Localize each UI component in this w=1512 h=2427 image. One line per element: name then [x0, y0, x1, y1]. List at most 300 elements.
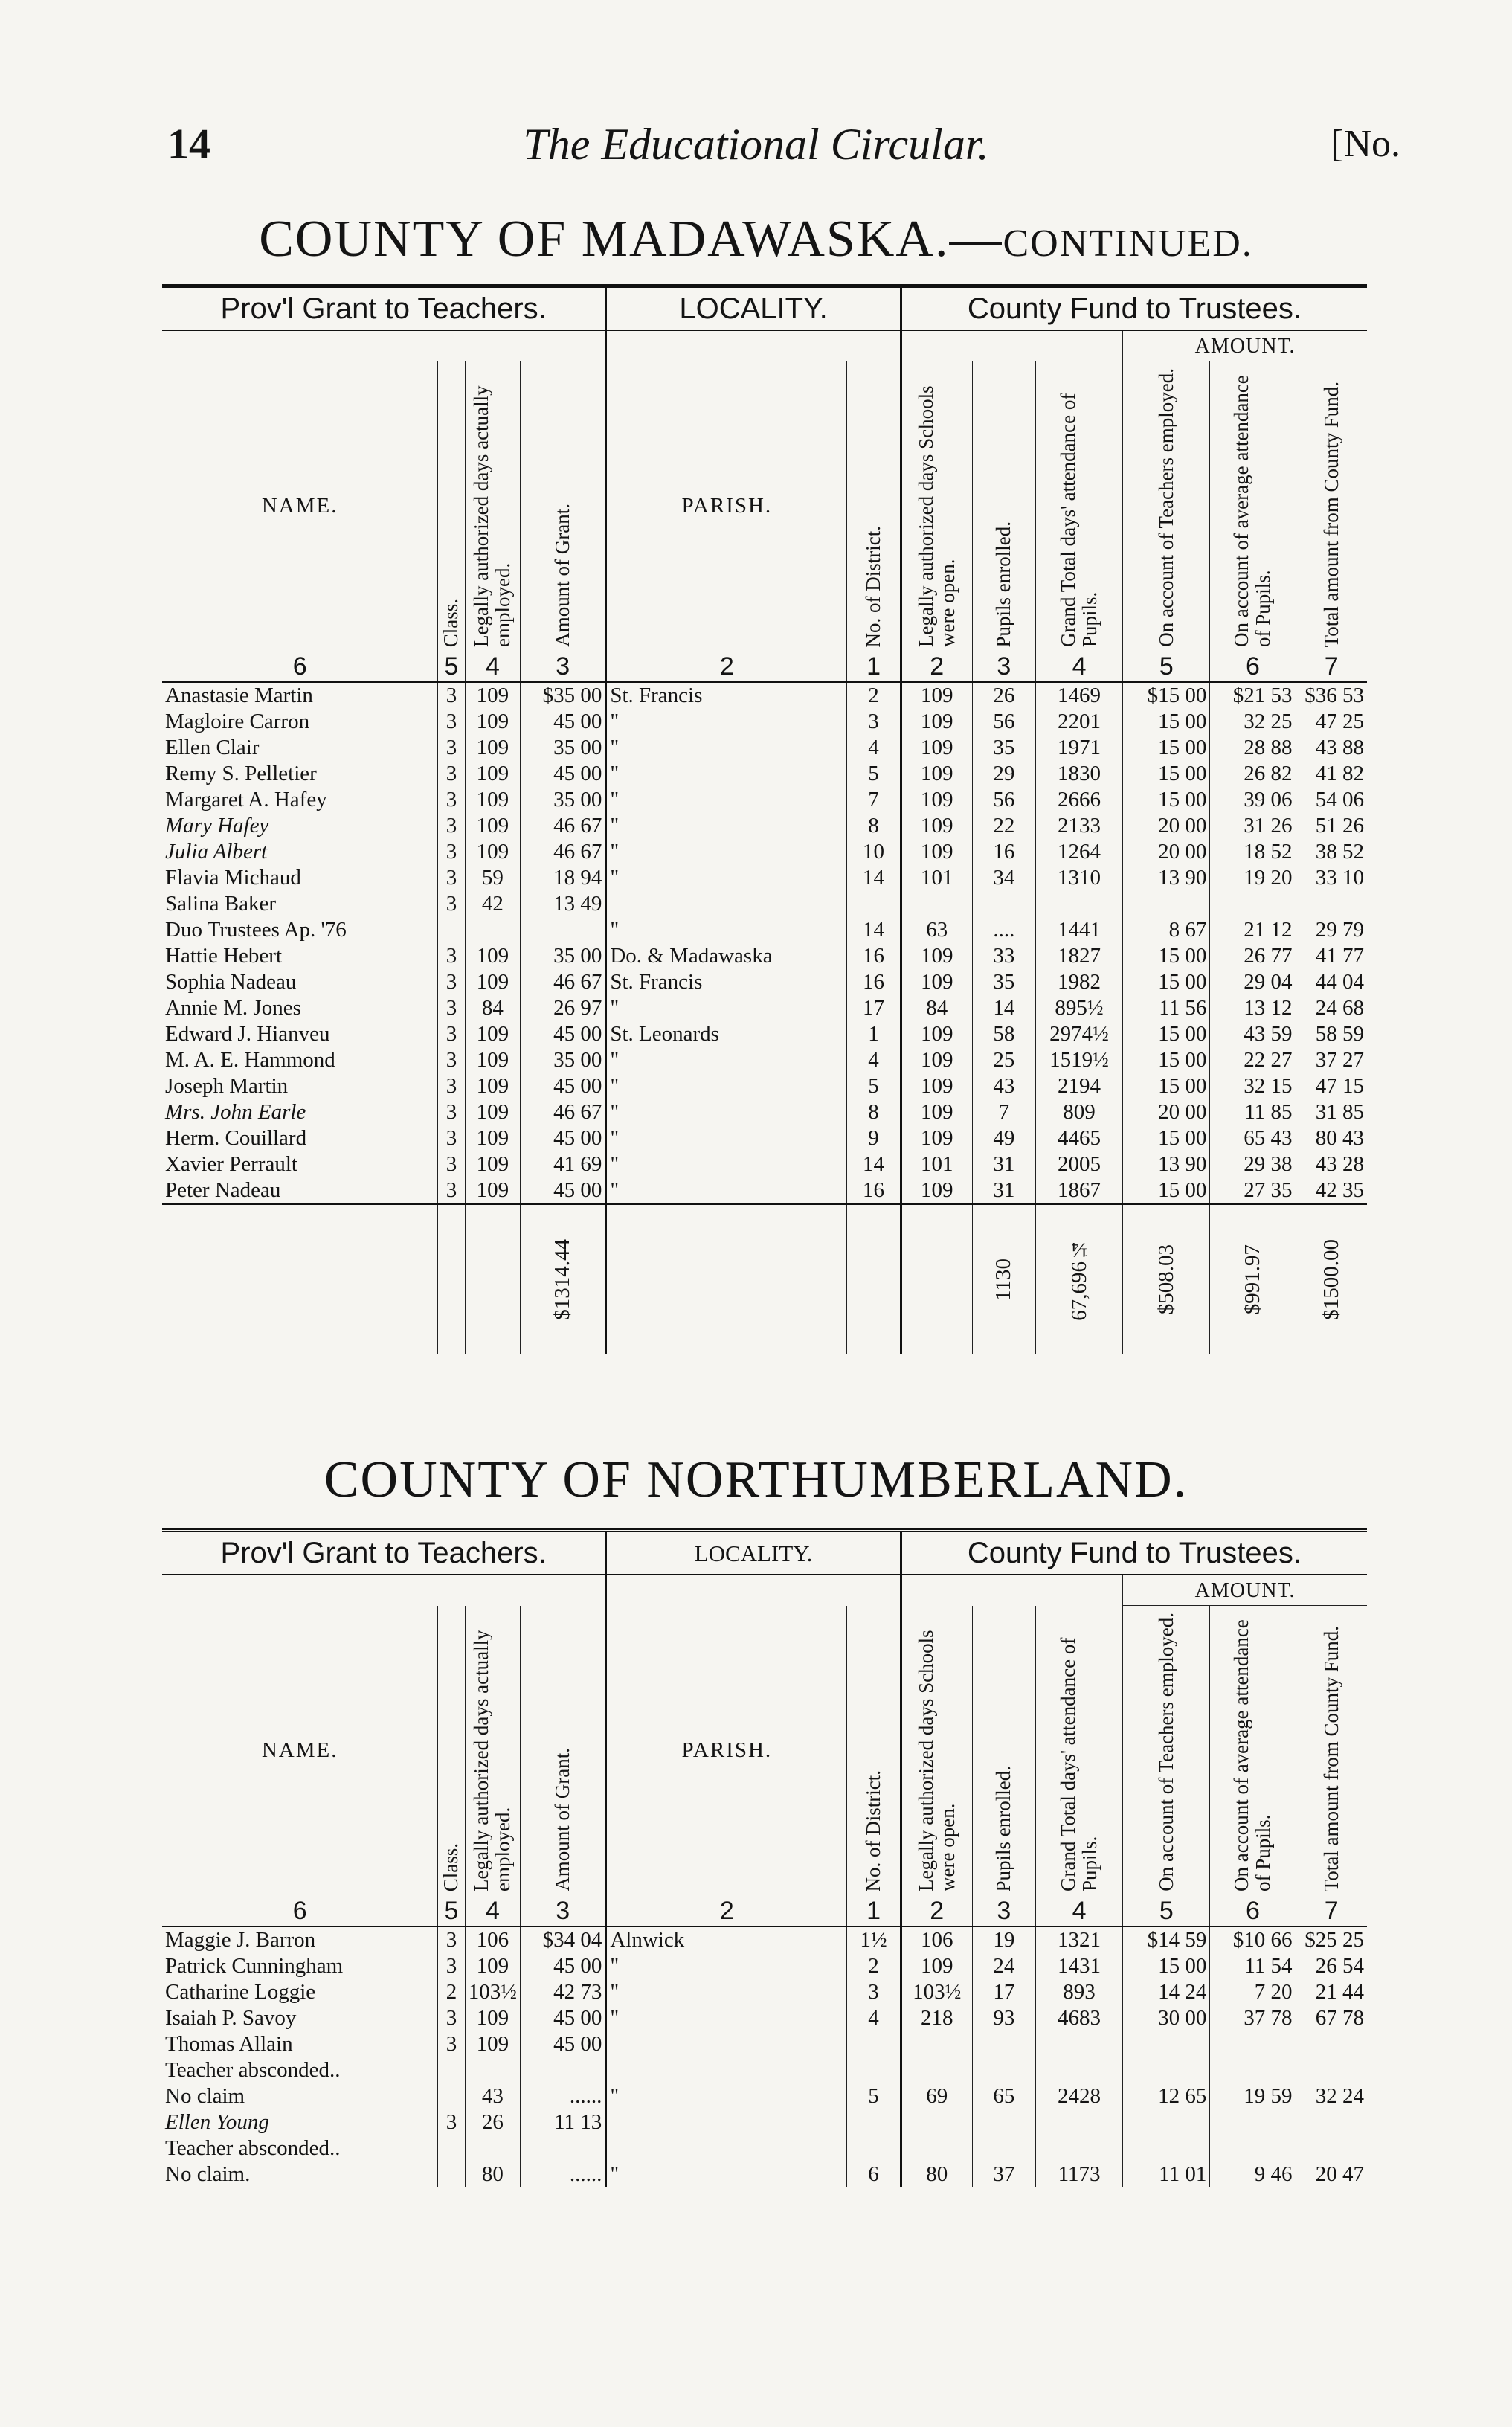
cell-days-employed: 109 [465, 682, 521, 709]
cell-days-open: 109 [901, 969, 972, 995]
total-county-fund: $1500.00 [1319, 1238, 1343, 1320]
cell-grant: 45 00 [521, 1073, 606, 1099]
column-number: 2 [901, 1896, 972, 1926]
cell-teachers-amount: 15 00 [1123, 1953, 1210, 1979]
cell-class [438, 2083, 465, 2109]
amount-header: AMOUNT. [1123, 330, 1367, 361]
cell-grant: 11 13 [521, 2109, 606, 2135]
cell-average-amount: 32 25 [1210, 709, 1296, 735]
cell-total-amount: 44 04 [1296, 969, 1367, 995]
cell-teachers-amount: 14 24 [1123, 1979, 1210, 2005]
cell-total-amount [1296, 2109, 1367, 2135]
total-pupils: 1130 [991, 1258, 1016, 1301]
cell-class: 3 [438, 2109, 465, 2135]
cell-pupils: 35 [972, 969, 1035, 995]
column-number: 1 [847, 652, 901, 682]
cell-days-employed: 109 [465, 2005, 521, 2031]
table-row [162, 995, 1367, 1021]
cell-parish: " [606, 1099, 847, 1125]
cell-name: Ellen Young [165, 2110, 269, 2134]
cell-days-open: 109 [901, 1047, 972, 1073]
cell-average-amount: 22 27 [1210, 1047, 1296, 1073]
table-row [162, 2057, 1367, 2083]
table-row [162, 787, 1367, 813]
cell-attendance: 1867 [1035, 1177, 1122, 1204]
cell-pupils: 29 [972, 761, 1035, 787]
madawaska-rows [162, 682, 1367, 1204]
cell-days-open: 109 [901, 709, 972, 735]
cell-name: Xavier Perrault [165, 1152, 297, 1176]
cell-teachers-amount [1123, 891, 1210, 917]
cell-teachers-amount: 20 00 [1123, 813, 1210, 839]
cell-teachers-amount: 20 00 [1123, 1099, 1210, 1125]
cell-total-amount: 47 25 [1296, 709, 1367, 735]
cell-teachers-amount: 15 00 [1123, 1073, 1210, 1099]
table-row [162, 943, 1367, 969]
column-number: 7 [1296, 652, 1367, 682]
cell-days-employed: 109 [465, 1021, 521, 1047]
cell-average-amount: 7 20 [1210, 1979, 1296, 2005]
cell-days-employed: 109 [465, 1177, 521, 1204]
cell-grant: ...... [521, 2161, 606, 2187]
cell-pupils: 22 [972, 813, 1035, 839]
cell-days-open: 109 [901, 839, 972, 865]
cell-district: 4 [847, 735, 901, 761]
cell-days-open: 109 [901, 1021, 972, 1047]
cell-total-amount: 42 35 [1296, 1177, 1367, 1204]
cell-class [438, 2135, 465, 2161]
table-row [162, 2083, 1367, 2109]
cell-attendance: 2428 [1035, 2083, 1122, 2109]
page-header [0, 112, 1512, 179]
cell-days-employed: 109 [465, 943, 521, 969]
cell-days-employed: 109 [465, 1125, 521, 1151]
cell-total-amount: 20 47 [1296, 2161, 1367, 2187]
cell-parish: " [606, 2161, 847, 2187]
cell-district: 10 [847, 839, 901, 865]
table-row [162, 969, 1367, 995]
cell-attendance: 809 [1035, 1099, 1122, 1125]
cell-days-employed: 109 [465, 787, 521, 813]
cell-days-open: 84 [901, 995, 972, 1021]
cell-days-open: 101 [901, 865, 972, 891]
total-average: $991.97 [1240, 1244, 1264, 1315]
cell-average-amount: 26 77 [1210, 943, 1296, 969]
cell-pupils: 25 [972, 1047, 1035, 1073]
table-row [162, 1073, 1367, 1099]
table-row [162, 1099, 1367, 1125]
col-district: No. of District. [862, 1769, 885, 1891]
cell-total-amount: 26 54 [1296, 1953, 1367, 1979]
cell-class: 3 [438, 682, 465, 709]
column-number: 5 [1123, 1896, 1210, 1926]
cell-pupils: 56 [972, 787, 1035, 813]
locality-header: LOCALITY. [606, 1531, 901, 1575]
column-number: 3 [972, 1896, 1035, 1926]
cell-grant: $35 00 [521, 682, 606, 709]
cell-name: Anastasie Martin [165, 684, 313, 707]
cell-pupils: 17 [972, 1979, 1035, 2005]
cell-parish: Alnwick [606, 1926, 847, 1953]
col-pupils: Pupils enrolled. [992, 521, 1015, 647]
cell-district: 3 [847, 709, 901, 735]
cell-total-amount [1296, 2057, 1367, 2083]
table-row [162, 1979, 1367, 2005]
table-row [162, 761, 1367, 787]
cell-teachers-amount: 20 00 [1123, 839, 1210, 865]
cell-district [847, 891, 901, 917]
cell-average-amount: 19 20 [1210, 865, 1296, 891]
cell-grant [521, 917, 606, 943]
cell-name: Catharine Loggie [165, 1980, 316, 2004]
cell-district: 5 [847, 1073, 901, 1099]
cell-attendance [1035, 2135, 1122, 2161]
cell-days-open [901, 2031, 972, 2057]
cell-parish: " [606, 2083, 847, 2109]
northumberland-table [162, 1528, 1367, 2187]
cell-class: 3 [438, 1047, 465, 1073]
col-days-employed: Legally authorized days actually employed. [470, 1630, 515, 1891]
cell-teachers-amount: 15 00 [1123, 735, 1210, 761]
madawaska-table [162, 284, 1367, 1354]
cell-teachers-amount: 15 00 [1123, 1047, 1210, 1073]
column-number: 4 [465, 1896, 521, 1926]
cell-grant: 46 67 [521, 1099, 606, 1125]
cell-days-employed: 109 [465, 1953, 521, 1979]
cell-district: 4 [847, 2005, 901, 2031]
table-row [162, 1926, 1367, 1953]
cell-average-amount: 31 26 [1210, 813, 1296, 839]
cell-pupils: 16 [972, 839, 1035, 865]
cell-attendance: 1519½ [1035, 1047, 1122, 1073]
cell-district: 9 [847, 1125, 901, 1151]
cell-grant: 35 00 [521, 735, 606, 761]
cell-attendance: 2666 [1035, 787, 1122, 813]
cell-average-amount: 29 38 [1210, 1151, 1296, 1177]
cell-average-amount: 21 12 [1210, 917, 1296, 943]
cell-days-employed: 109 [465, 1047, 521, 1073]
cell-days-employed: 109 [465, 813, 521, 839]
table-row [162, 1953, 1367, 1979]
table-row [162, 813, 1367, 839]
cell-attendance: 1264 [1035, 839, 1122, 865]
cell-name: Annie M. Jones [165, 996, 301, 1020]
column-number: 3 [521, 1896, 606, 1926]
cell-days-employed [465, 917, 521, 943]
cell-days-open: 106 [901, 1926, 972, 1953]
cell-pupils: 14 [972, 995, 1035, 1021]
cell-total-amount: 29 79 [1296, 917, 1367, 943]
cell-district: 8 [847, 1099, 901, 1125]
county-fund-header: County Fund to Trustees. [901, 286, 1367, 331]
cell-teachers-amount: 15 00 [1123, 969, 1210, 995]
col-total-amount: Total amount from County Fund. [1319, 381, 1342, 647]
totals-row [162, 1204, 1367, 1354]
cell-attendance: 895½ [1035, 995, 1122, 1021]
cell-total-amount: 21 44 [1296, 1979, 1367, 2005]
page-number: 14 [167, 120, 210, 168]
cell-grant: 46 67 [521, 969, 606, 995]
cell-attendance: 893 [1035, 1979, 1122, 2005]
cell-grant: $34 04 [521, 1926, 606, 1953]
cell-attendance: 1310 [1035, 865, 1122, 891]
cell-pupils: .... [972, 917, 1035, 943]
cell-teachers-amount: 15 00 [1123, 787, 1210, 813]
cell-name: Patrick Cunningham [165, 1954, 344, 1978]
cell-attendance: 4465 [1035, 1125, 1122, 1151]
cell-grant: ...... [521, 2083, 606, 2109]
cell-average-amount: 19 59 [1210, 2083, 1296, 2109]
table-row [162, 1151, 1367, 1177]
cell-days-employed: 84 [465, 995, 521, 1021]
col-class: Class. [440, 598, 463, 647]
cell-parish [606, 2109, 847, 2135]
cell-class: 3 [438, 735, 465, 761]
cell-total-amount: $36 53 [1296, 682, 1367, 709]
cell-pupils: 7 [972, 1099, 1035, 1125]
table-row [162, 1177, 1367, 1204]
col-parish: PARISH. [606, 1606, 847, 1897]
cell-attendance: 1173 [1035, 2161, 1122, 2187]
cell-class: 3 [438, 813, 465, 839]
cell-parish: St. Leonards [606, 1021, 847, 1047]
cell-days-employed: 109 [465, 1151, 521, 1177]
cell-attendance: 1431 [1035, 1953, 1122, 1979]
cell-grant [521, 2057, 606, 2083]
col-pupils: Pupils enrolled. [992, 1765, 1015, 1891]
cell-parish: " [606, 787, 847, 813]
cell-name: No claim. [165, 2162, 251, 2186]
table-row [162, 839, 1367, 865]
table-row [162, 1047, 1367, 1073]
cell-name: Mary Hafey [165, 814, 269, 838]
cell-parish: " [606, 735, 847, 761]
cell-days-employed: 109 [465, 2031, 521, 2057]
cell-parish: St. Francis [606, 682, 847, 709]
cell-class: 3 [438, 943, 465, 969]
cell-pupils: 56 [972, 709, 1035, 735]
cell-average-amount: 37 78 [1210, 2005, 1296, 2031]
table-row [162, 865, 1367, 891]
cell-total-amount: 41 77 [1296, 943, 1367, 969]
cell-teachers-amount: 15 00 [1123, 1177, 1210, 1204]
column-numbers [162, 1896, 1367, 1926]
cell-class [438, 2057, 465, 2083]
cell-pupils: 34 [972, 865, 1035, 891]
cell-district: 14 [847, 917, 901, 943]
column-number: 5 [438, 1896, 465, 1926]
cell-days-open: 109 [901, 1177, 972, 1204]
cell-average-amount: 11 85 [1210, 1099, 1296, 1125]
cell-average-amount: 65 43 [1210, 1125, 1296, 1151]
column-number: 6 [162, 1896, 438, 1926]
cell-name: Mrs. John Earle [165, 1100, 306, 1124]
section-title-sub: CONTINUED. [1003, 222, 1253, 265]
total-grant: $1314.44 [550, 1238, 575, 1320]
cell-days-employed: 109 [465, 709, 521, 735]
cell-pupils: 65 [972, 2083, 1035, 2109]
cell-pupils [972, 2057, 1035, 2083]
cell-attendance: 1469 [1035, 682, 1122, 709]
cell-teachers-amount: 11 01 [1123, 2161, 1210, 2187]
cell-days-employed: 80 [465, 2161, 521, 2187]
cell-grant: 45 00 [521, 1125, 606, 1151]
cell-teachers-amount: 11 56 [1123, 995, 1210, 1021]
cell-teachers-amount [1123, 2031, 1210, 2057]
cell-attendance: 1830 [1035, 761, 1122, 787]
cell-days-employed: 109 [465, 839, 521, 865]
cell-average-amount: 29 04 [1210, 969, 1296, 995]
cell-days-open: 109 [901, 735, 972, 761]
cell-district: 7 [847, 787, 901, 813]
cell-teachers-amount: $14 59 [1123, 1926, 1210, 1953]
col-total-amount: Total amount from County Fund. [1319, 1625, 1342, 1891]
cell-teachers-amount: $15 00 [1123, 682, 1210, 709]
column-numbers [162, 652, 1367, 682]
cell-attendance: 1321 [1035, 1926, 1122, 1953]
cell-days-employed: 109 [465, 761, 521, 787]
cell-total-amount [1296, 891, 1367, 917]
cell-grant: 45 00 [521, 2005, 606, 2031]
cell-total-amount: 54 06 [1296, 787, 1367, 813]
cell-name: Salina Baker [165, 892, 276, 916]
cell-name: Edward J. Hianveu [165, 1022, 330, 1046]
cell-class [438, 917, 465, 943]
cell-days-open: 109 [901, 1953, 972, 1979]
cell-days-employed: 43 [465, 2083, 521, 2109]
cell-name: M. A. E. Hammond [165, 1048, 335, 1072]
cell-grant: 45 00 [521, 761, 606, 787]
cell-parish [606, 2057, 847, 2083]
cell-class: 3 [438, 1021, 465, 1047]
cell-grant: 41 69 [521, 1151, 606, 1177]
cell-parish: " [606, 1047, 847, 1073]
cell-class: 3 [438, 969, 465, 995]
cell-name: Julia Albert [165, 840, 268, 864]
table-row [162, 2005, 1367, 2031]
cell-days-open: 109 [901, 1125, 972, 1151]
cell-teachers-amount: 15 00 [1123, 709, 1210, 735]
cell-class [438, 2161, 465, 2187]
col-name: NAME. [261, 494, 338, 518]
cell-name: Sophia Nadeau [165, 970, 297, 994]
cell-name: Duo Trustees Ap. '76 [165, 918, 347, 942]
column-number: 4 [1035, 652, 1122, 682]
cell-parish: " [606, 1073, 847, 1099]
total-teachers: $508.03 [1154, 1244, 1178, 1315]
cell-parish: " [606, 1177, 847, 1204]
cell-days-open: 109 [901, 1099, 972, 1125]
column-number: 5 [1123, 652, 1210, 682]
cell-pupils: 24 [972, 1953, 1035, 1979]
cell-class: 3 [438, 1125, 465, 1151]
cell-district [847, 2135, 901, 2161]
cell-pupils [972, 2031, 1035, 2057]
cell-class: 3 [438, 1953, 465, 1979]
cell-name: No claim [165, 2084, 245, 2108]
cell-average-amount: 28 88 [1210, 735, 1296, 761]
cell-teachers-amount: 13 90 [1123, 865, 1210, 891]
cell-parish: " [606, 761, 847, 787]
cell-parish: " [606, 839, 847, 865]
cell-attendance: 1971 [1035, 735, 1122, 761]
column-number: 2 [606, 1896, 847, 1926]
cell-days-open: 69 [901, 2083, 972, 2109]
cell-attendance [1035, 2031, 1122, 2057]
table-row [162, 2109, 1367, 2135]
cell-parish: " [606, 995, 847, 1021]
cell-teachers-amount [1123, 2057, 1210, 2083]
cell-name: Flavia Michaud [165, 866, 301, 890]
table-row [162, 709, 1367, 735]
cell-days-open: 109 [901, 943, 972, 969]
cell-parish: " [606, 709, 847, 735]
col-average-amount: On account of average attendance of Pupils. [1230, 1619, 1275, 1891]
amount-header: AMOUNT. [1123, 1575, 1367, 1606]
table-row [162, 2135, 1367, 2161]
cell-grant: 45 00 [521, 1953, 606, 1979]
total-attendance: 67,696¼ [1067, 1238, 1091, 1321]
cell-pupils: 19 [972, 1926, 1035, 1953]
cell-class: 3 [438, 839, 465, 865]
cell-average-amount: 13 12 [1210, 995, 1296, 1021]
col-average-amount: On account of average attendance of Pupils. [1230, 375, 1275, 647]
table-row [162, 917, 1367, 943]
col-attendance: Grand Total days' attendance of Pupils. [1057, 1637, 1101, 1891]
cell-days-open [901, 891, 972, 917]
table-row [162, 735, 1367, 761]
cell-average-amount: 11 54 [1210, 1953, 1296, 1979]
cell-days-open: 103½ [901, 1979, 972, 2005]
col-district: No. of District. [862, 525, 885, 647]
cell-days-open: 218 [901, 2005, 972, 2031]
cell-grant: 45 00 [521, 1021, 606, 1047]
cell-parish [606, 2031, 847, 2057]
cell-class: 3 [438, 891, 465, 917]
col-teachers-amount: On account of Teachers employed. [1154, 1613, 1177, 1891]
cell-district: 2 [847, 1953, 901, 1979]
prov-grant-header: Prov'l Grant to Teachers. [162, 286, 606, 331]
table-row [162, 891, 1367, 917]
col-days-employed: Legally authorized days actually employed. [470, 385, 515, 647]
county-fund-header: County Fund to Trustees. [901, 1531, 1367, 1575]
cell-average-amount: 32 15 [1210, 1073, 1296, 1099]
cell-parish: " [606, 1953, 847, 1979]
column-number: 2 [606, 652, 847, 682]
cell-name: Maggie J. Barron [165, 1928, 316, 1952]
northumberland-rows [162, 1926, 1367, 2187]
cell-pupils: 33 [972, 943, 1035, 969]
cell-average-amount: $10 66 [1210, 1926, 1296, 1953]
column-number: 6 [162, 652, 438, 682]
col-class: Class. [440, 1842, 463, 1891]
column-number: 6 [1210, 652, 1296, 682]
cell-total-amount: 31 85 [1296, 1099, 1367, 1125]
cell-grant: 13 49 [521, 891, 606, 917]
cell-district: 16 [847, 1177, 901, 1204]
cell-grant: 18 94 [521, 865, 606, 891]
col-teachers-amount: On account of Teachers employed. [1154, 368, 1177, 647]
table-row [162, 682, 1367, 709]
cell-pupils: 31 [972, 1177, 1035, 1204]
cell-parish: " [606, 2005, 847, 2031]
cell-class: 3 [438, 2031, 465, 2057]
cell-grant [521, 2135, 606, 2161]
cell-average-amount: $21 53 [1210, 682, 1296, 709]
cell-teachers-amount: 15 00 [1123, 1125, 1210, 1151]
cell-class: 3 [438, 2005, 465, 2031]
cell-attendance: 2201 [1035, 709, 1122, 735]
